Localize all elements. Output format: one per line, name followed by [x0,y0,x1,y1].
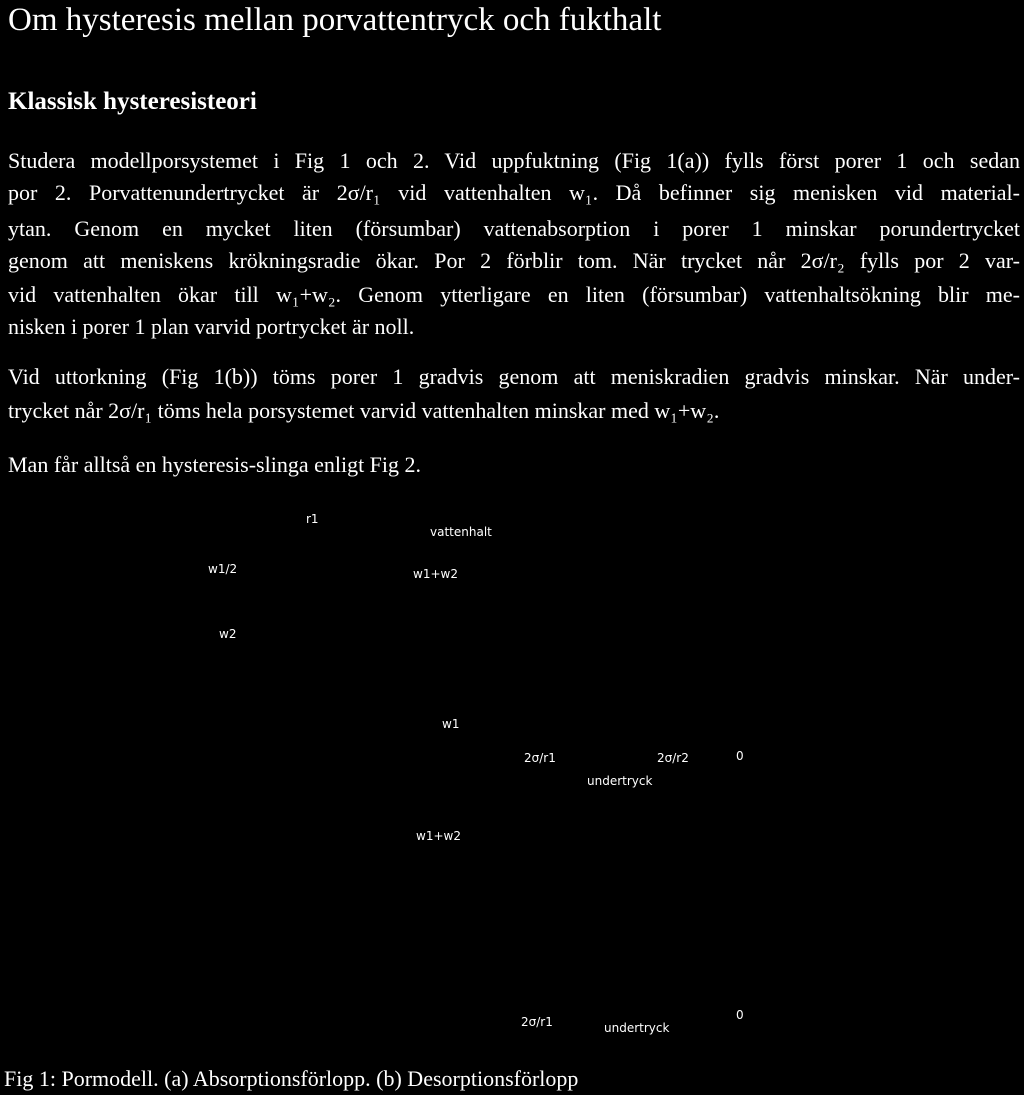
figure-label-w1: w1 [442,717,460,731]
paragraph-2-line: Vid uttorkning (Fig 1(b)) töms porer 1 gradvis genom att meniskradien gradvis minskar. När under- [8,364,1020,389]
figure-label-r1: r1 [306,512,319,526]
paragraph-1-line: ytan. Genom en mycket liten (försumbar) vattenabsorption i porer 1 minskar porundertrycket [8,216,1020,241]
figure-label-zero-top: 0 [736,749,744,763]
paragraph-1-line: por 2. Porvattenundertrycket är 2σ/r₁ vid vattenhalten w₁. Då befinner sig menisken vid material- [8,180,1020,205]
figure-label-2sigma-r2: 2σ/r2 [657,751,689,765]
figure-label-w1-half: w1/2 [208,562,238,576]
paragraph-1-line: genom att meniskens krökningsradie ökar. Por 2 förblir tom. När trycket når 2σ/r₂ fylls por 2 var- [8,248,1020,273]
paragraph-1-line: nisken i porer 1 plan varvid portrycket är noll. [8,314,415,339]
paragraph-1-line: vid vattenhalten ökar till w₁+w₂. Genom ytterligare en liten (försumbar) vattenhaltsökning blir me- [8,282,1020,307]
figure-label-w1-plus-w2-bottom: w1+w2 [416,829,461,843]
figure-label-undertryck-top: undertryck [587,774,653,788]
document-title: Om hysteresis mellan porvattentryck och fukthalt [8,2,662,38]
figure-label-zero-bottom: 0 [736,1008,744,1022]
figure-label-2sigma-r1-top: 2σ/r1 [524,751,556,765]
paragraph-3: Man får alltså en hysteresis-slinga enligt Fig 2. [8,452,422,477]
figure-label-2sigma-r1-bottom: 2σ/r1 [521,1015,553,1029]
figure-label-w2: w2 [219,627,237,641]
figure-label-w1-plus-w2-top: w1+w2 [413,567,458,581]
figure-label-undertryck-bottom: undertryck [604,1021,670,1035]
paragraph-2-line: trycket når 2σ/r₁ töms hela porsystemet varvid vattenhalten minskar med w₁+w₂. [8,398,720,423]
figure-label-vattenhalt: vattenhalt [430,525,492,539]
figure-caption: Fig 1: Pormodell. (a) Absorptionsförlopp. (b) Desorptionsförlopp [4,1066,579,1091]
section-heading: Klassisk hysteresisteori [8,88,257,115]
paragraph-1-line: Studera modellporsystemet i Fig 1 och 2. Vid uppfuktning (Fig 1(a)) fylls först porer 1 och sedan [8,148,1020,173]
